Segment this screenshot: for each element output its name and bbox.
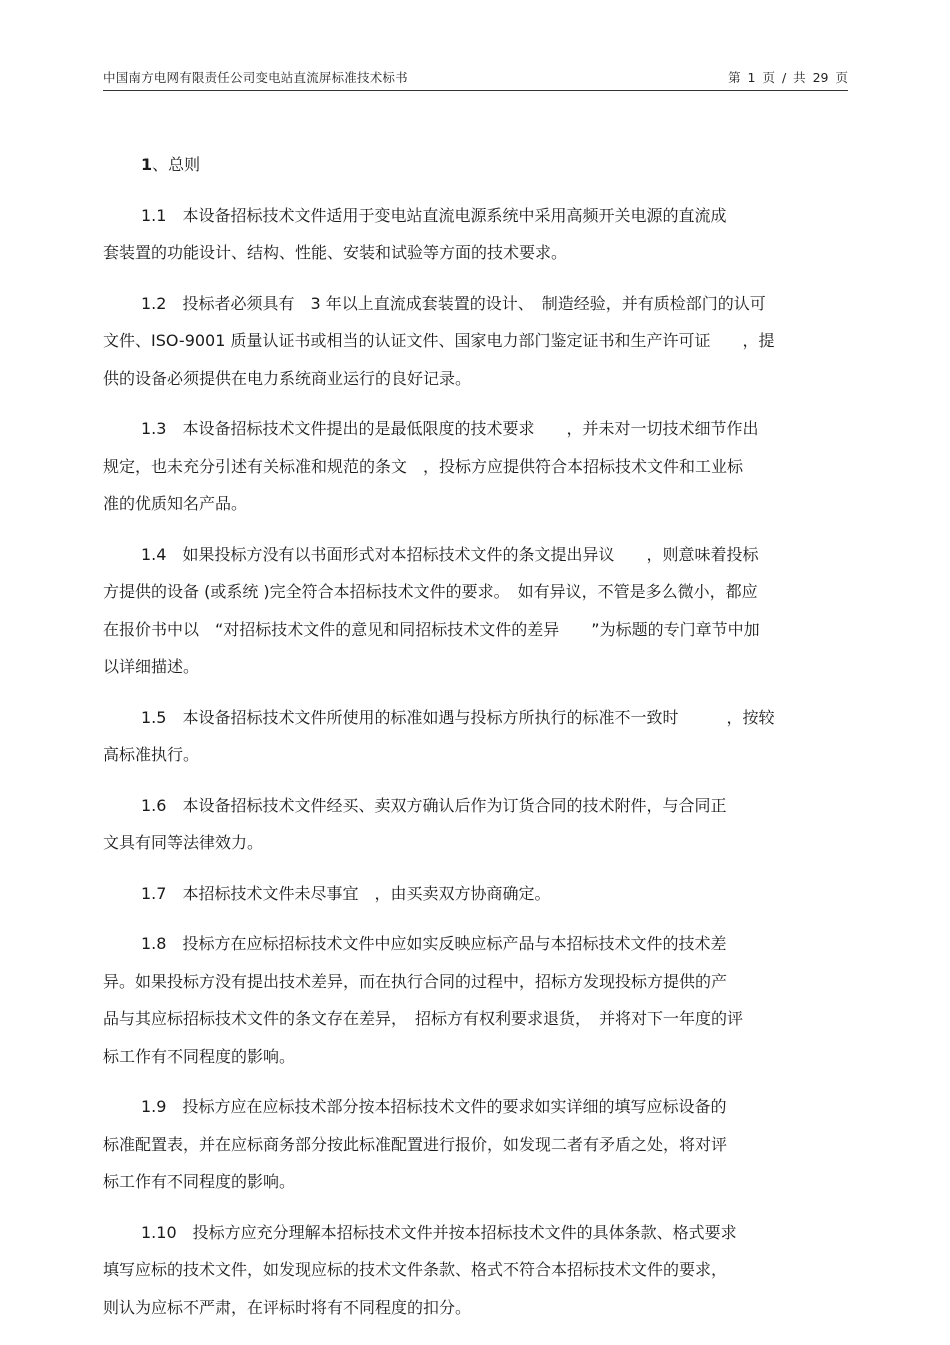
clause-paragraph <box>103 699 848 774</box>
paragraph-line: 1.7 本招标技术文件未尽事宜 ，由买卖双方协商确定。 <box>141 883 551 903</box>
paragraph-line: 1.2 投标者必须具有 3 年以上直流成套装置的设计、 制造经验，并有质检部门的认可 <box>141 293 766 313</box>
paragraph-line: 在报价书中以 “对招标技术文件的意见和同招标技术文件的差异 ”为标题的专门章节中加 <box>103 619 760 639</box>
clause-paragraph <box>103 1214 848 1327</box>
paragraph-line: 填写应标的技术文件，如发现应标的技术文件条款、格式不符合本招标技术文件的要求， <box>103 1260 728 1279</box>
section-number: 1 <box>141 155 153 174</box>
paragraph-line: 则认为应标不严肃，在评标时将有不同程度的扣分。 <box>103 1297 472 1317</box>
clause-paragraph <box>103 410 848 523</box>
header-title: 中国南方电网有限责任公司变电站直流屏标准技术标书 <box>103 70 408 85</box>
paragraph-line: 准的优质知名产品。 <box>103 494 248 513</box>
clause-paragraph <box>103 925 848 1075</box>
paragraph-line: 标准配置表，并在应标商务部分按此标准配置进行报价，如发现二者有矛盾之处，将对评 <box>103 1134 728 1154</box>
paragraph-line: 高标准执行。 <box>103 745 200 764</box>
paragraph-line: 方提供的设备 (或系统 )完全符合本招标技术文件的要求。 如有异议，不管是多么微小，都应 <box>103 582 758 601</box>
paragraph-line: 1.9 投标方应在应标技术部分按本招标技术文件的要求如实详细的填写应标设备的 <box>141 1097 727 1116</box>
paragraph-line: 异。如果投标方没有提出技术差异，而在执行合同的过程中，招标方发现投标方提供的产 <box>103 971 728 991</box>
header-page-number: 第 1 页 / 共 29 页 <box>728 70 848 85</box>
paragraph-line: 标工作有不同程度的影响。 <box>103 1172 296 1191</box>
paragraph-line: 1.4 如果投标方没有以书面形式对本招标技术文件的条文提出异议 ，则意味着投标 <box>141 544 759 564</box>
header-divider <box>103 90 848 91</box>
paragraph-line: 1.10 投标方应充分理解本招标技术文件并按本招标技术文件的具体条款、格式要求 <box>141 1222 737 1242</box>
clause-paragraph <box>103 197 848 272</box>
section-title: 、总则 <box>152 155 201 174</box>
paragraph-line: 规定，也未充分引述有关标准和规范的条文 ，投标方应提供符合本招标技术文件和工业标 <box>103 456 744 476</box>
clause-paragraph <box>103 875 848 913</box>
page-header <box>103 66 848 88</box>
clause-paragraph <box>103 787 848 862</box>
paragraph-line: 1.1 本设备招标技术文件适用于变电站直流电源系统中采用高频开关电源的直流成 <box>141 205 727 225</box>
paragraph-line: 供的设备必须提供在电力系统商业运行的良好记录。 <box>103 368 472 388</box>
section-heading <box>103 146 848 184</box>
paragraph-line: 1.3 本设备招标技术文件提出的是最低限度的技术要求 ，并未对一切技术细节作出 <box>141 419 759 438</box>
paragraph-line: 1.8 投标方在应标招标技术文件中应如实反映应标产品与本招标技术文件的技术差 <box>141 934 727 953</box>
paragraph-line: 1.5 本设备招标技术文件所使用的标准如遇与投标方所执行的标准不一致时 ，按较 <box>141 707 775 727</box>
paragraph-line: 文件、ISO-9001 质量认证书或相当的认证文件、国家电力部门鉴定证书和生产许可证 ，提 <box>103 331 775 350</box>
paragraph-list <box>103 197 848 1327</box>
paragraph-line: 文具有同等法律效力。 <box>103 833 264 852</box>
paragraph-line: 品与其应标招标技术文件的条文存在差异， 招标方有权利要求退货， 并将对下一年度的评 <box>103 1009 744 1028</box>
document-body <box>103 146 848 1339</box>
clause-paragraph <box>103 1088 848 1201</box>
paragraph-line: 标工作有不同程度的影响。 <box>103 1046 296 1066</box>
clause-paragraph <box>103 536 848 686</box>
paragraph-line: 套装置的功能设计、结构、性能、安装和试验等方面的技术要求。 <box>103 243 568 262</box>
paragraph-line: 1.6 本设备招标技术文件经买、卖双方确认后作为订货合同的技术附件，与合同正 <box>141 795 727 815</box>
clause-paragraph <box>103 285 848 398</box>
paragraph-line: 以详细描述。 <box>103 657 200 676</box>
